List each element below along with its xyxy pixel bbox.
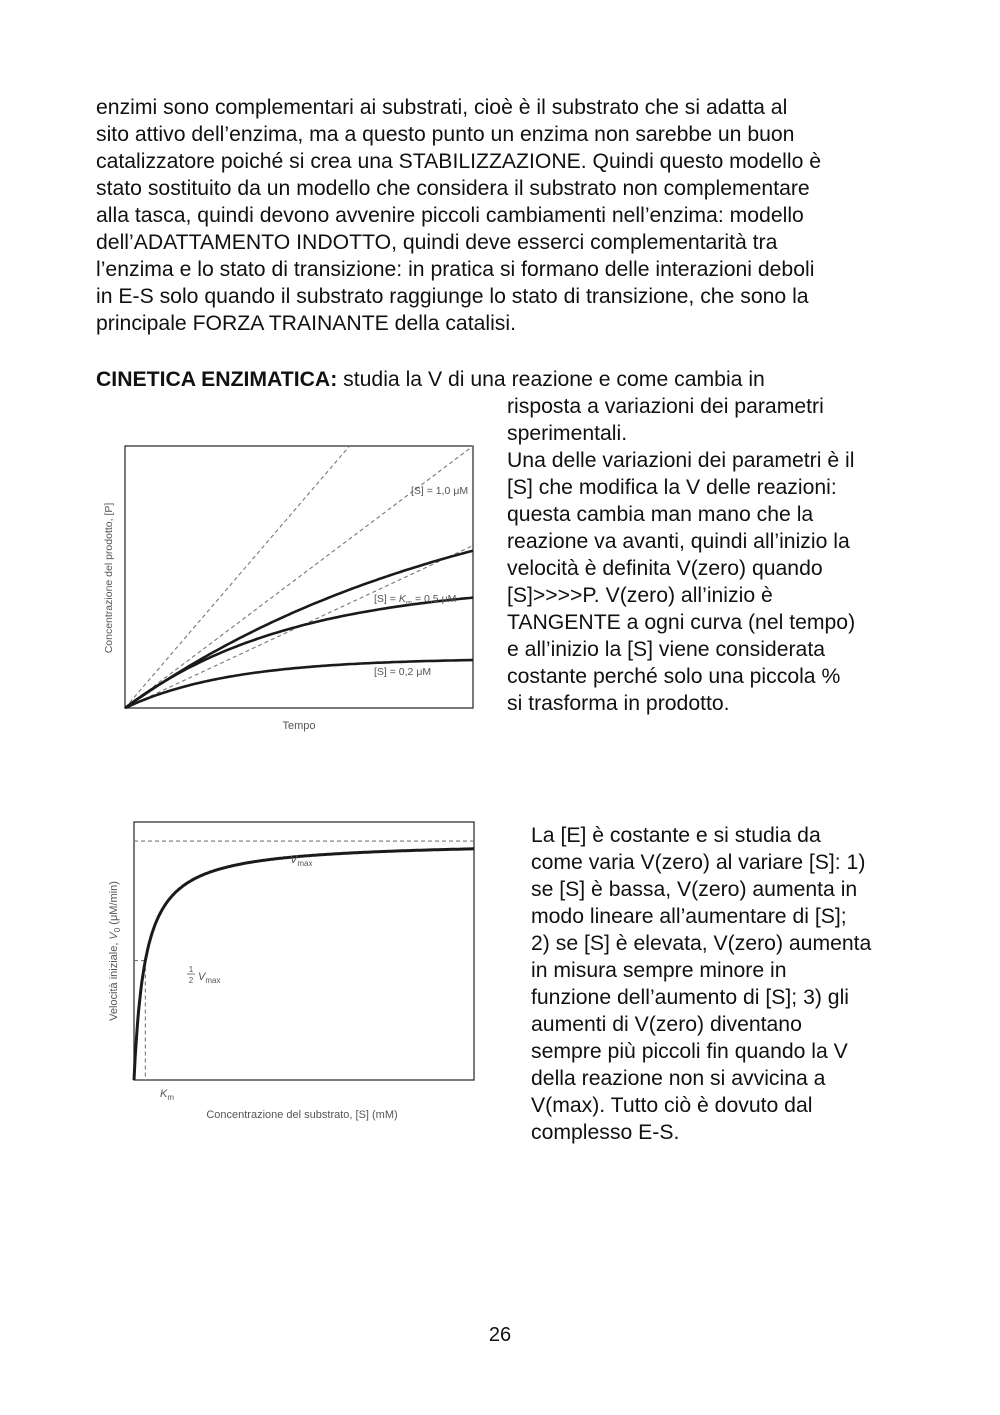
michaelis-menten-chart (100, 818, 480, 1130)
text-line: V(max). Tutto ciò è dovuto dal (531, 1094, 813, 1117)
text-line: [S]>>>>P. V(zero) all’inizio è (507, 584, 773, 607)
text-line: l’enzima e lo stato di transizione: in pratica si formano delle interazioni deboli (96, 258, 815, 281)
text-line: se [S] è bassa, V(zero) aumenta in (531, 878, 858, 901)
text-line: enzimi sono complementari ai substrati, cioè è il substrato che si adatta al (96, 96, 788, 119)
vmax-label: $V_{max}$ (290, 854, 313, 868)
text-line: modo lineare all’aumentare di [S]; (531, 905, 847, 928)
text-line: funzione dell’aumento di [S]; 3) gli (531, 986, 849, 1009)
text-line: principale FORZA TRAINANTE della catalisi. (96, 312, 516, 335)
text-line: catalizzatore poiché si crea una STABILIZZAZIONE. Quindi questo modello è (96, 150, 822, 173)
text-line: La [E] è costante e si studia da (531, 824, 821, 847)
svg-text:1: 1 (188, 965, 194, 974)
progress-curve-2 (125, 598, 473, 708)
text-line: TANGENTE a ogni curva (nel tempo) (507, 611, 856, 634)
progress-curve-1 (125, 551, 473, 708)
text-line: 2) se [S] è elevata, V(zero) aumenta (531, 932, 872, 955)
text-line: sito attivo dell’enzima, ma a questo punto un enzima non sarebbe un buon (96, 123, 795, 146)
right-column-text-1 (507, 393, 855, 717)
product-vs-time-chart (98, 438, 488, 738)
text-line: complesso E-S. (531, 1121, 680, 1144)
text-line: risposta a variazioni dei parametri (507, 395, 824, 418)
text-line: sempre più piccoli fin quando la V (531, 1040, 848, 1063)
text-line: questa cambia man mano che la (507, 503, 814, 526)
initial-rate-tangent-1 (125, 446, 350, 708)
intro-paragraph (96, 94, 916, 337)
y-axis-label: Velocità iniziale, $V_0$ (μM/min) (108, 881, 122, 1021)
text-line: dell’ADATTAMENTO INDOTTO, quindi deve esserci complementarità tra (96, 231, 778, 254)
section-heading-line (96, 366, 765, 393)
text-line: [S] che modifica la V delle reazioni: (507, 476, 837, 499)
section-heading: CINETICA ENZIMATICA: (96, 368, 338, 391)
text-line: velocità è definita V(zero) quando (507, 557, 823, 580)
text-line: stato sostituito da un modello che considera il substrato non complementare (96, 177, 810, 200)
half-vmax-label (187, 965, 220, 985)
y-axis-label: Concentrazione del prodotto, [P] (103, 502, 115, 654)
section-heading-rest: studia la V di una reazione e come cambia in (337, 368, 765, 391)
text-line: costante perché solo una piccola % (507, 665, 841, 688)
text-line: della reazione non si avvicina a (531, 1067, 826, 1090)
svg-text:Vmax: $V_{max}$ (198, 971, 221, 985)
series-label-1: [S] = 1,0 μM (411, 485, 469, 497)
text-line: reazione va avanti, quindi all’inizio la (507, 530, 850, 553)
series-label-3: [S] = 0,2 μM (374, 666, 432, 678)
text-line: in E-S solo quando il substrato raggiunge lo stato di transizione, che sono la (96, 285, 809, 308)
svg-text:2: 2 (188, 976, 194, 985)
text-line: come varia V(zero) al variare [S]: 1) (531, 851, 866, 874)
text-line: alla tasca, quindi devono avvenire piccoli cambiamenti nell’enzima: modello (96, 204, 804, 227)
saturation-curve (134, 849, 474, 1080)
text-line: si trasforma in prodotto. (507, 692, 730, 715)
page-number: 26 (488, 1324, 512, 1346)
right-column-text-2 (531, 822, 871, 1146)
series-label-2: $[S] = K_m = 0,5$ μM (374, 593, 457, 607)
text-line: aumenti di V(zero) diventano (531, 1013, 802, 1036)
x-axis-label: Tempo (282, 720, 316, 732)
text-line: Una delle variazioni dei parametri è il (507, 449, 855, 472)
text-line: in misura sempre minore in (531, 959, 787, 982)
text-line: sperimentali. (507, 422, 628, 445)
km-label: $K_m$ (160, 1088, 175, 1102)
text-line: e all’inizio la [S] viene considerata (507, 638, 825, 661)
x-axis-label: Concentrazione del substrato, [S] (mM) (206, 1109, 398, 1121)
